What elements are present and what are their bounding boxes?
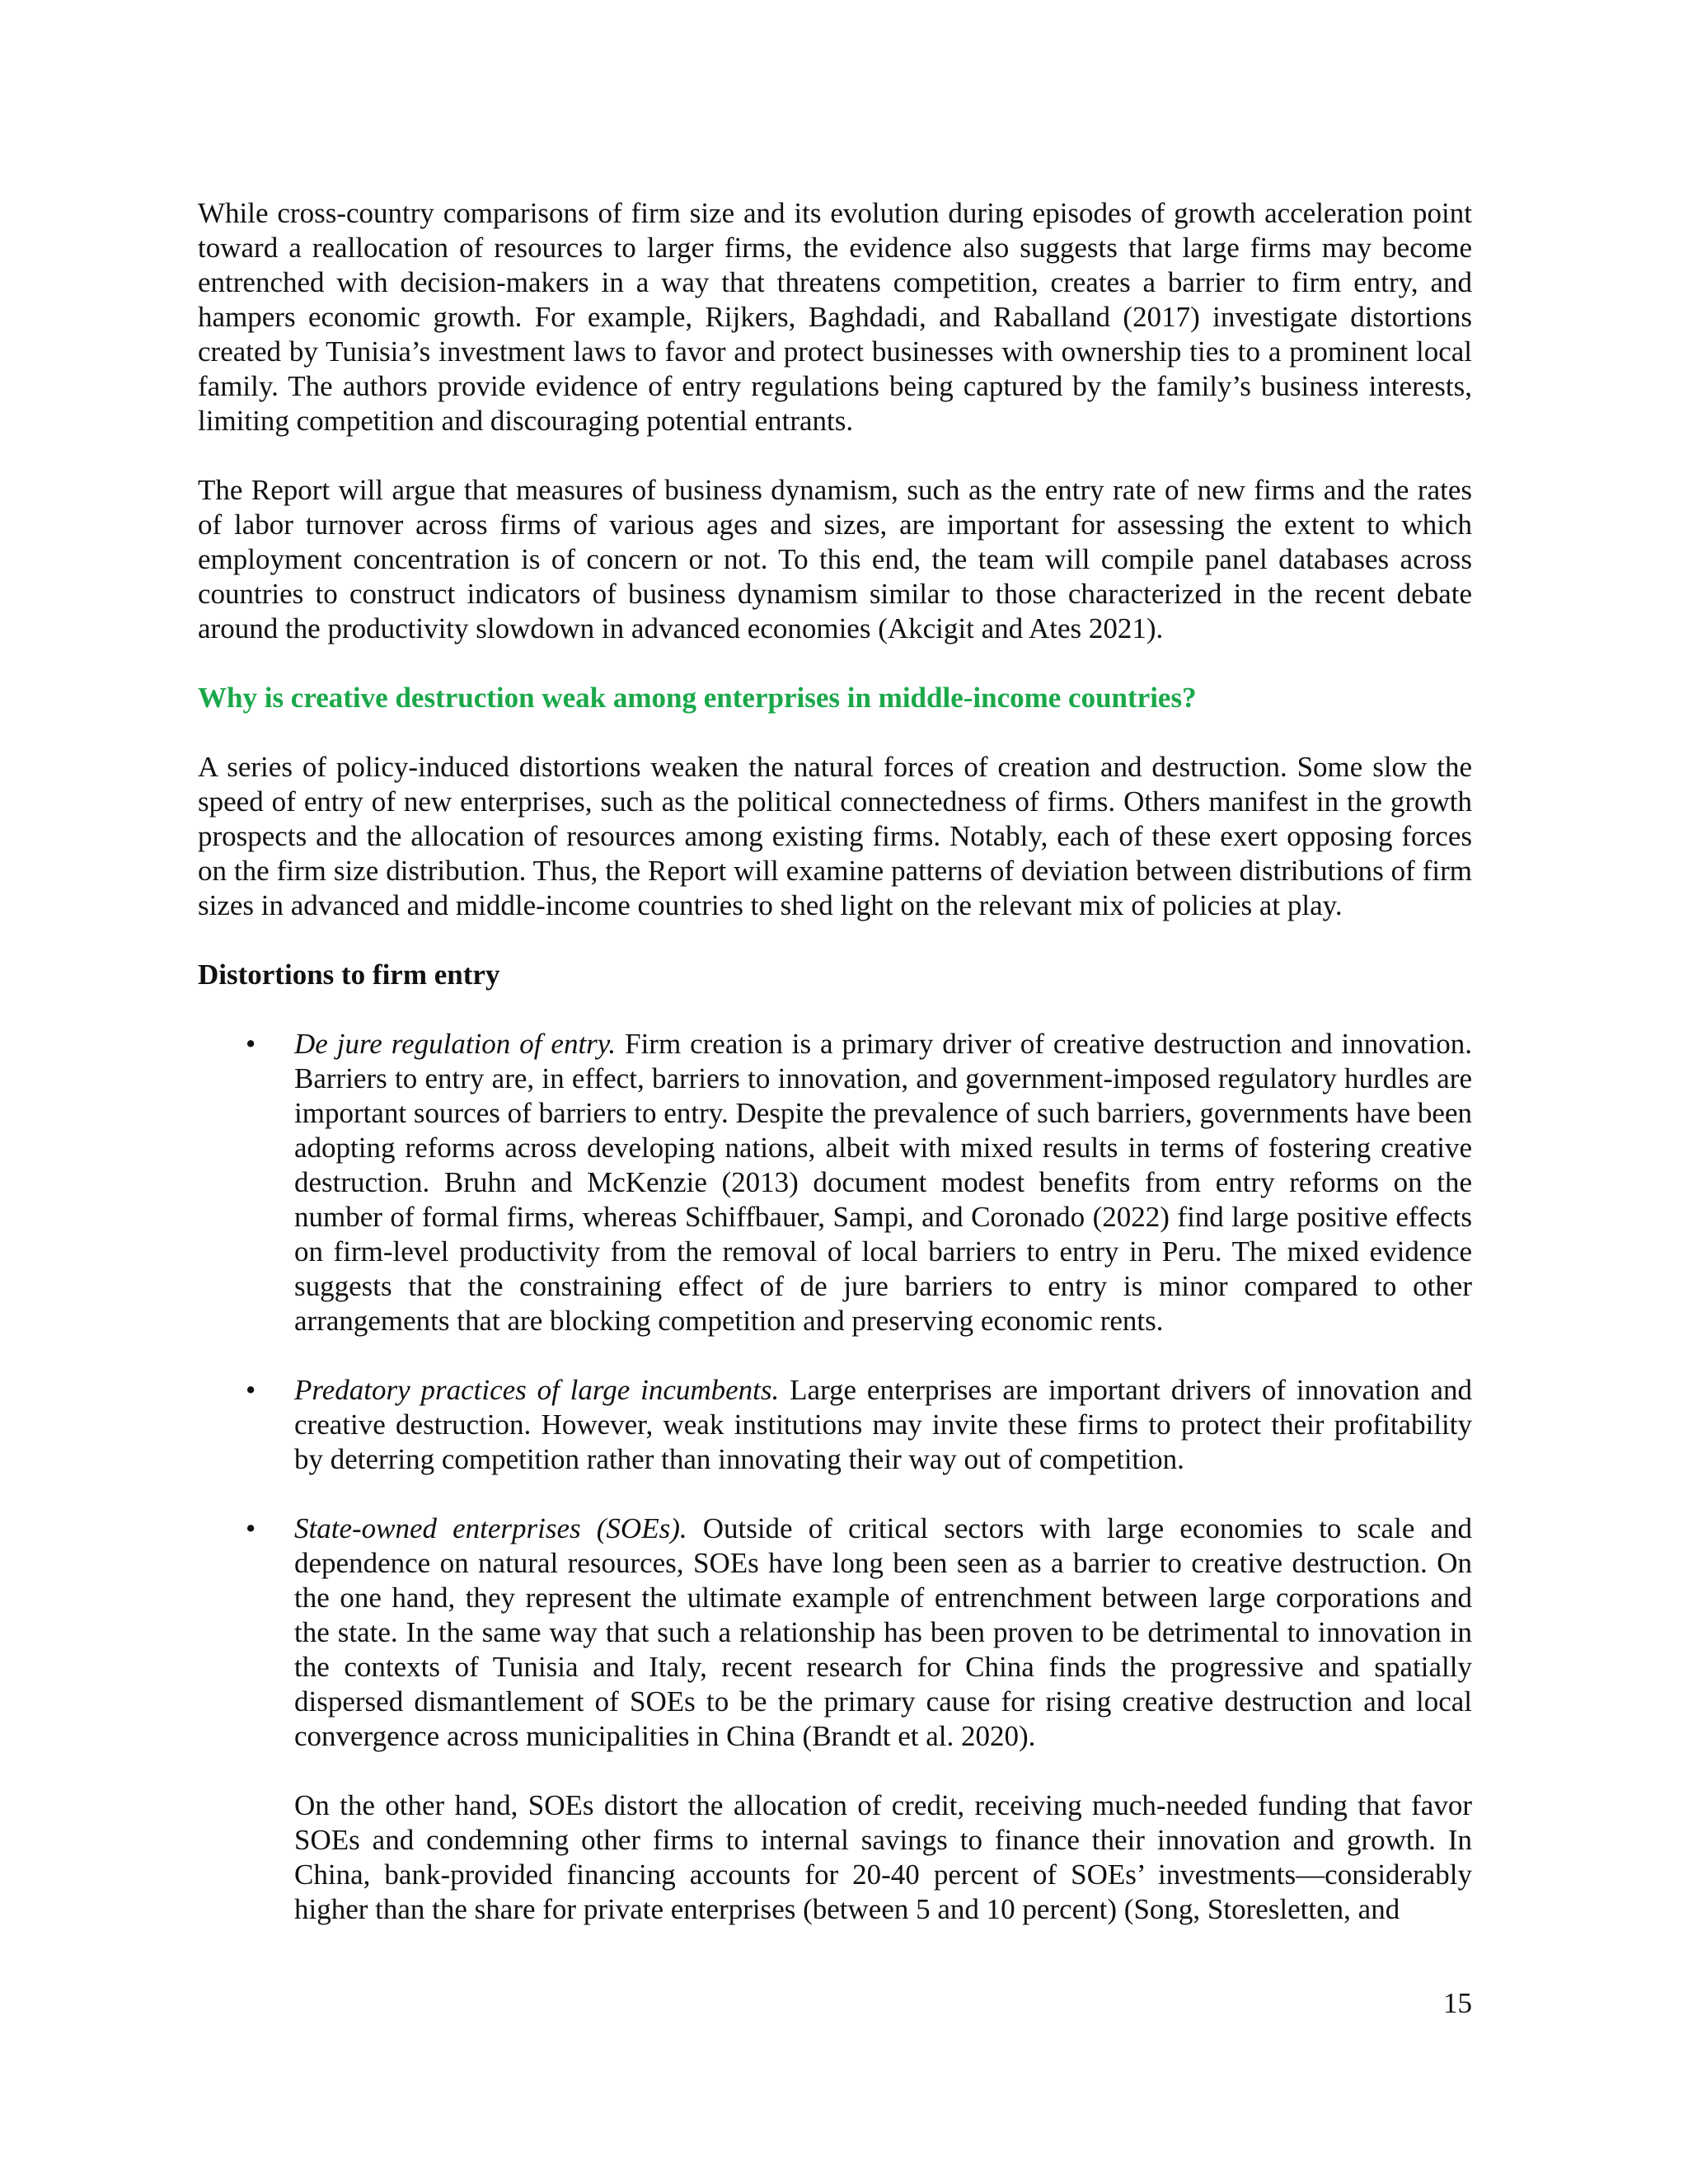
bullet-icon: • — [246, 1028, 256, 1060]
bullet-icon: • — [246, 1512, 256, 1544]
body-paragraph-2: The Report will argue that measures of business dynamism, such as the entry rate of new firms and the rates of labor turnover across firms of various ages and sizes, are important for assessing the extent to which employment concentration is of concern or not. To this end, the team will compile panel databases across countries to construct indicators of business dynamism similar to those characterized in the recent debate around the productivity slowdown in advanced economies (Akcigit and Ates 2021). — [198, 474, 1472, 644]
bullet-icon: • — [246, 1374, 256, 1406]
bullet-continuation: On the other hand, SOEs distort the allocation of credit, receiving much-needed funding that favor SOEs and condemning other firms to internal savings to finance their innovation and growth. In China, bank-provided financing accounts for 20-40 percent of SOEs’ investments—considerably higher than the share for private enterprises (between 5 and 10 percent) (Song, Storesletten, and — [294, 1789, 1472, 1925]
bullet-list — [198, 1027, 1472, 1927]
bullet-lead: De jure regulation of entry. — [294, 1028, 617, 1060]
bullet-item-soe — [198, 1511, 1472, 1927]
body-paragraph-1: While cross-country comparisons of firm size and its evolution during episodes of growth acceleration point toward a reallocation of resources to larger firms, the evidence also suggests that large firms may become entrenched with decision-makers in a way that threatens competition, creates a barrier to firm entry, and hampers economic growth. For example, Rijkers, Baghdadi, and Raballand (2017) investigate distortions created by Tunisia’s investment laws to favor and protect businesses with ownership ties to a prominent local family. The authors provide evidence of entry regulations being captured by the family’s business interests, limiting competition and discouraging potential entrants. — [198, 197, 1472, 437]
bullet-item-predatory — [198, 1373, 1472, 1477]
bullet-text: Firm creation is a primary driver of creative destruction and innovation. Barriers to entry are, in effect, barriers to innovation, and government-imposed regulatory hurdles are important sources of barriers to entry. Despite the prevalence of such barriers, governments have been adopting reforms across developing nations, albeit with mixed results in terms of fostering creative destruction. Bruhn and McKenzie (2013) document modest benefits from entry reforms on the number of formal firms, whereas Schiffbauer, Sampi, and Coronado (2022) find large positive effects on firm-level productivity from the removal of local barriers to entry in Peru. The mixed evidence suggests that the constraining effect of de jure barriers to entry is minor compared to other arrangements that are blocking competition and preserving economic rents. — [294, 1028, 1472, 1337]
bullet-item-de-jure — [198, 1027, 1472, 1338]
bullet-lead: State-owned enterprises (SOEs). — [294, 1512, 687, 1544]
page-body — [198, 196, 1472, 1961]
section-heading: Why is creative destruction weak among enterprises in middle-income countries? — [198, 682, 1197, 714]
section-paragraph: A series of policy-induced distortions weaken the natural forces of creation and destruction. Some slow the speed of entry of new enterprises, such as the political connectedness of firms. Others manifest in the growth prospects and the allocation of resources among existing firms. Notably, each of these exert opposing forces on the firm size distribution. Thus, the Report will examine patterns of deviation between distributions of firm sizes in advanced and middle-income countries to shed light on the relevant mix of policies at play. — [198, 751, 1472, 921]
bullet-lead: Predatory practices of large incumbents. — [294, 1374, 780, 1406]
bullet-text: Large enterprises are important drivers of innovation and creative destruction. However, weak institutions may invite these firms to protect their profitability by deterring competition rather than innovating their way out of competition. — [294, 1374, 1472, 1475]
page-number: 15 — [1443, 1987, 1472, 2019]
bullet-text: Outside of critical sectors with large economies to scale and dependence on natural resources, SOEs have long been seen as a barrier to creative destruction. On the one hand, they represent the ultimate example of entrenchment between large corporations and the state. In the same way that such a relationship has been proven to be detrimental to innovation in the contexts of Tunisia and Italy, recent research for China finds the progressive and spatially dispersed dismantlement of SOEs to be the primary cause for rising creative destruction and local convergence across municipalities in China (Brandt et al. 2020). — [294, 1512, 1472, 1752]
subheading: Distortions to firm entry — [198, 958, 500, 991]
